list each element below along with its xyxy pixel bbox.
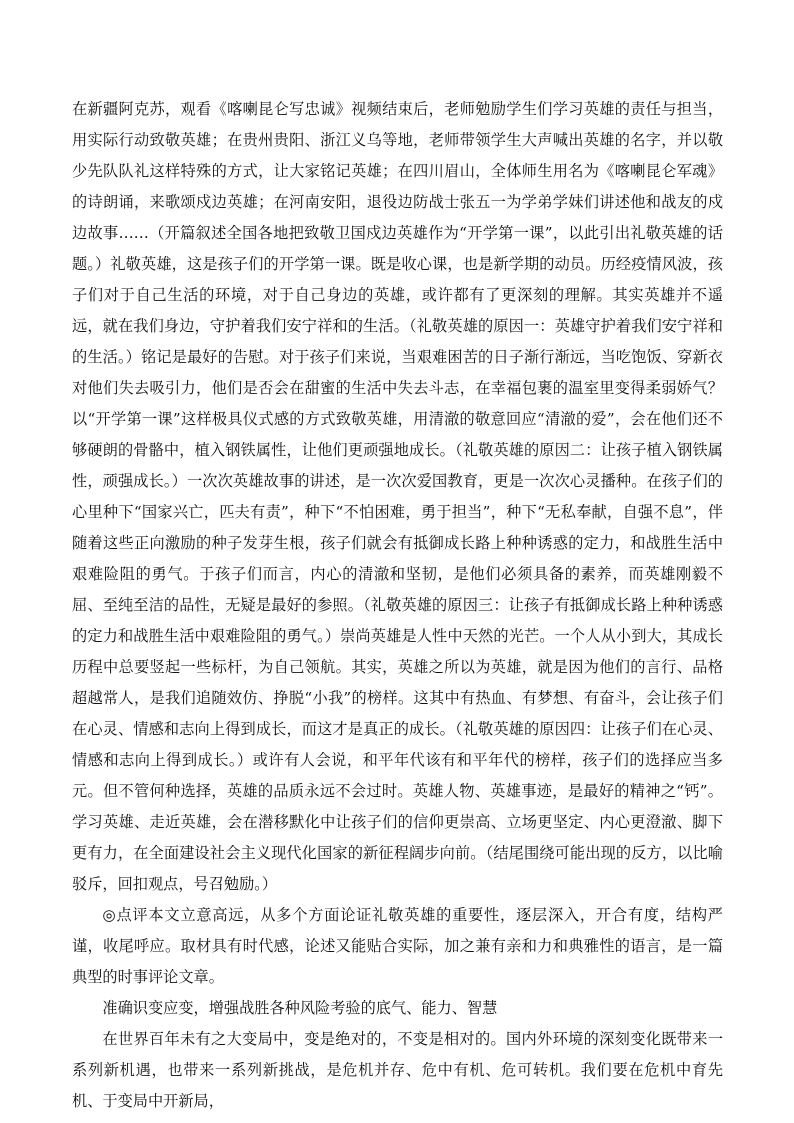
document-body (72, 94, 723, 1117)
essay-paragraph: 在新疆阿克苏，观看《喀喇昆仑写忠诚》视频结束后，老师勉励学生们学习英雄的责任与担当，用实际行动致敬英雄；在贵州贵阳、浙江义乌等地，老师带领学生大声喊出英雄的名字，并以敬少先队队礼这样特殊的方式，让大家铭记英雄；在四川眉山，全体师生用名为《喀喇昆仑军魂》的诗朗诵，来歌颂戍边英雄；在河南安阳，退役边防战士张五一为学弟学妹们讲述他和战友的戍边故事……（开篇叙述全国各地把致敬卫国戍边英雄作为“开学第一课”，以此引出礼敬英雄的话题。）礼敬英雄，这是孩子们的开学第一课。既是收心课，也是新学期的动员。历经疫情风波，孩子们对于自己生活的环境，对于自己身边的英雄，或许都有了更深刻的理解。其实英雄并不遥远，就在我们身边，守护着我们安宁祥和的生活。（礼敬英雄的原因一：英雄守护着我们安宁祥和的生活。）铭记是最好的告慰。对于孩子们来说，当艰难困苦的日子渐行渐远，当吃饱饭、穿新衣对他们失去吸引力，他们是否会在甜蜜的生活中失去斗志，在幸福包裹的温室里变得柔弱娇气？以“开学第一课”这样极具仪式感的方式致敬英雄，用清澈的敬意回应“清澈的爱”，会在他们还不够硬朗的骨骼中，植入钢铁属性，让他们更顽强地成长。（礼敬英雄的原因二：让孩子植入钢铁属性，顽强成长。）一次次英雄故事的讲述，是一次次爱国教育，更是一次次心灵播种。在孩子们的心里种下“国家兴亡，匹夫有责”，种下“不怕困难，勇于担当”，种下“无私奉献，自强不息”，伴随着这些正向激励的种子发芽生根，孩子们就会有抵御成长路上种种诱惑的定力，和战胜生活中艰难险阻的勇气。于孩子们而言，内心的清澈和坚韧，是他们必须具备的素养，而英雄刚毅不屈、至纯至洁的品性，无疑是最好的参照。（礼敬英雄的原因三：让孩子有抵御成长路上种种诱惑的定力和战胜生活中艰难险阻的勇气。）崇尚英雄是人性中天然的光芒。一个人从小到大，其成长历程中总要竖起一些标杆，为自己领航。其实，英雄之所以为英雄，就是因为他们的言行、品格超越常人，是我们追随效仿、挣脱“小我”的榜样。这其中有热血、有梦想、有奋斗，会让孩子们在心灵、情感和志向上得到成长，而这才是真正的成长。（礼敬英雄的原因四：让孩子们在心灵、情感和志向上得到成长。）或许有人会说，和平年代该有和平年代的榜样，孩子们的选择应当多元。但不管何种选择，英雄的品质永远不会过时。英雄人物、英雄事迹，是最好的精神之“钙”。学习英雄、走近英雄，会在潜移默化中让孩子们的信仰更崇高、立场更坚定、内心更澄澈、脚下更有力，在全面建设社会主义现代化国家的新征程阔步向前。（结尾围绕可能出现的反方，以比喻驳斥，回扣观点，号召勉励。） (72, 100, 723, 893)
section-heading: 准确识变应变，增强战胜各种风险考验的底气、能力、智慧 (102, 999, 498, 1017)
body-paragraph: 在世界百年未有之大变局中，变是绝对的，不变是相对的。国内外环境的深刻变化既带来一系列新机遇，也带来一系列新挑战，是危机并存、危中有机、危可转机。我们要在危机中育先机、于变局中开新局， (72, 1030, 723, 1110)
commentary-paragraph: ◎点评本文立意高远，从多个方面论证礼敬英雄的重要性，逐层深入，开合有度，结构严谨，收尾呼应。取材具有时代感，论述又能贴合实际，加之兼有亲和力和典雅性的语言，是一篇典型的时事评论文章。 (72, 906, 723, 986)
